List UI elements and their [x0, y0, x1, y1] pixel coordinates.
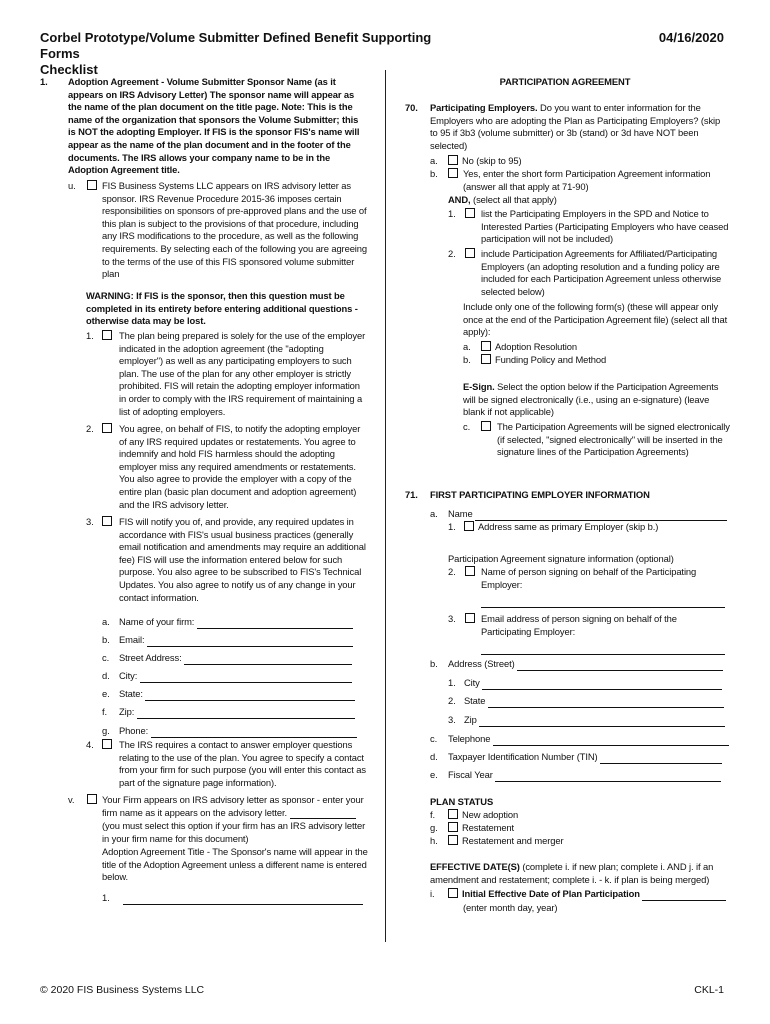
plan-status-f: f. New adoption	[430, 809, 519, 820]
zip-input[interactable]	[137, 708, 355, 719]
opt1-text: The plan being prepared is solely for the use of the employer indicated in the adoption agreement (the "adopting employer") as well as any participating employers to such plan. The use of the plan for any other employer is strictly prohibited. FIS will retain the adopting employer information in order to comply with the IRS requirement of maintaining a list of adopting employers.	[119, 330, 366, 417]
esign-option-c-text: The Participation Agreements will be signed electronically (if selected, "signed electronically" will be inserted in the signature lines of the Participation Agreements)	[497, 421, 730, 458]
telephone-input[interactable]	[493, 735, 729, 746]
q70-number: 70.	[405, 102, 418, 113]
include-forms-text: Include only one of the following form(s) (these will appear only once at the end of the Participation Agreement file) (select all that apply):	[463, 301, 728, 338]
q70-option-a: a. No (skip to 95)	[430, 155, 522, 166]
option-v-checkbox[interactable]	[87, 794, 97, 804]
q71-address-same-checkbox[interactable]	[464, 521, 474, 531]
state-field: e. State:	[102, 688, 355, 701]
q71-2-text: Name of person signing on behalf of the Participating Employer:	[481, 566, 697, 590]
option-v-note: (you must select this option if your firm has an IRS advisory letter in your firm name for this document)	[102, 820, 366, 844]
esign-text: E-Sign. Select the option below if the Participation Agreements will be signed electronically (i.e., using an e-signature) (leave blank if not applicable)	[463, 381, 719, 418]
q71-2-number: 2.	[448, 566, 456, 577]
title-override-field: 1.	[102, 892, 363, 905]
q71-2-checkbox[interactable]	[465, 566, 475, 576]
telephone-field: c. Telephone	[430, 733, 729, 746]
effective-dates-text: EFFECTIVE DATE(S) (complete i. if new plan; complete i. AND j. if an amendment and restatement; complete i. - k. if plan is being merged)	[430, 861, 714, 885]
q70-text: Participating Employers. Do you want to enter information for the Employers who are adopting the Plan as Participating Employers? (skip to 95 if 3b3 (volume submitter) or 3b (stand) or 3d have NOT been selected)	[430, 102, 721, 151]
section-title: PARTICIPATION AGREEMENT	[499, 76, 631, 87]
plan-status-g: g. Restatement	[430, 822, 515, 833]
state-row: 2. State	[448, 695, 724, 708]
q71-3-text: Email address of person signing on behalf of the Participating Employer:	[481, 613, 677, 637]
employer-state-input[interactable]	[488, 697, 724, 708]
q71-3-input[interactable]	[481, 644, 725, 655]
fiscal-year-input[interactable]	[495, 771, 721, 782]
document-date: 04/16/2020	[658, 30, 724, 45]
option-v-letter: v.	[68, 794, 75, 805]
firm-name-field: a. Name of your firm:	[102, 616, 353, 629]
city-field: d. City:	[102, 670, 352, 683]
title-line-1: Corbel Prototype/Volume Submitter Defined Benefit Supporting Forms	[40, 30, 432, 61]
include-option-b-checkbox[interactable]	[481, 354, 491, 364]
title-override-input[interactable]	[123, 894, 363, 905]
new-adoption-checkbox[interactable]	[448, 809, 458, 819]
phone-input[interactable]	[151, 727, 357, 738]
q71-name-field: a. Name	[430, 508, 727, 521]
restatement-merger-checkbox[interactable]	[448, 835, 458, 845]
q70-sub1-number: 1.	[448, 208, 456, 219]
employer-city-input[interactable]	[482, 679, 722, 690]
street-address-input[interactable]	[184, 654, 352, 665]
option-u-text: FIS Business Systems LLC appears on IRS advisory letter as sponsor. IRS Revenue Procedure 2015-36 imposes certain responsibilities on sponsors of pre-approved plans and the use of this plan is subject to the provisions of that procedure, including any IRS modifications to the procedure, as well as the following requirements. By selecting each of the following you are agreeing to the terms of the use of this FIS sponsored volume submitter plan	[102, 180, 368, 280]
opt3-checkbox[interactable]	[102, 516, 112, 526]
opt1-checkbox[interactable]	[102, 330, 112, 340]
employer-zip-input[interactable]	[479, 716, 725, 727]
q70-option-a-checkbox[interactable]	[448, 155, 458, 165]
effective-date-i: i. Initial Effective Date of Plan Participation	[430, 888, 726, 901]
address-street-field: b. Address (Street)	[430, 658, 723, 671]
option-u-letter: u.	[68, 180, 76, 191]
option-v-text: Your Firm appears on IRS advisory letter as sponsor - enter your firm name as it appears on the advisory letter.	[102, 794, 364, 818]
city-row: 1. City	[448, 677, 722, 690]
q70-sub1-checkbox[interactable]	[465, 208, 475, 218]
opt2-checkbox[interactable]	[102, 423, 112, 433]
email-field: b. Email:	[102, 634, 353, 647]
option-v-title-note: Adoption Agreement Title - The Sponsor's name will appear in the title of the Adoption Agreement unless a different name is entered below.	[102, 846, 368, 883]
q71-name-input[interactable]	[475, 510, 727, 521]
q70-option-b-checkbox[interactable]	[448, 168, 458, 178]
q71-address-same: 1. Address same as primary Employer (skip b.)	[448, 521, 659, 532]
tin-input[interactable]	[600, 753, 722, 764]
address-street-input[interactable]	[517, 660, 723, 671]
document-title	[40, 30, 460, 78]
zip-row: 3. Zip	[448, 714, 725, 727]
opt3-number: 3.	[86, 516, 94, 527]
q70-sub1-text: list the Participating Employers in the SPD and Notice to Interested Parties (Participating Employers who have ceased participation will not be included)	[481, 208, 729, 245]
email-input[interactable]	[147, 636, 353, 647]
include-option-a-checkbox[interactable]	[481, 341, 491, 351]
q70-sub2-number: 2.	[448, 248, 456, 259]
city-input[interactable]	[140, 672, 352, 683]
phone-field: g. Phone:	[102, 725, 357, 738]
zip-field: f. Zip:	[102, 706, 355, 719]
q71-3-number: 3.	[448, 613, 456, 624]
plan-status-heading: PLAN STATUS	[430, 796, 494, 807]
q71-number: 71.	[405, 489, 418, 500]
plan-status-h: h. Restatement and merger	[430, 835, 564, 846]
restatement-checkbox[interactable]	[448, 822, 458, 832]
and-select-note: AND, (select all that apply)	[448, 194, 557, 205]
column-divider	[385, 70, 386, 942]
opt3-text: FIS will notify you of, and provide, any required updates in accordance with FIS's usual business practices (generally email notification and amendments may require an additional fee) FIS will use the information entered below for such purpose. You also agree to be subscribed to FIS's Technical Updates. You also agree to notify us of any change in your contact information.	[119, 516, 366, 603]
copyright-footer: © 2020 FIS Business Systems LLC	[40, 984, 205, 996]
firm-advisory-name-input[interactable]	[290, 808, 356, 819]
q71-heading: FIRST PARTICIPATING EMPLOYER INFORMATION	[430, 489, 650, 500]
option-u-checkbox[interactable]	[87, 180, 97, 190]
firm-name-input[interactable]	[197, 618, 353, 629]
signature-info-label: Participation Agreement signature information (optional)	[448, 553, 674, 564]
q70-option-b-letter: b.	[430, 168, 438, 179]
opt4-number: 4.	[86, 739, 94, 750]
initial-effective-date-input[interactable]	[642, 890, 726, 901]
q70-sub2-checkbox[interactable]	[465, 248, 475, 258]
q71-2-input[interactable]	[481, 597, 725, 608]
q70-option-b-text: Yes, enter the short form Participation Agreement information (answer all that apply at 71-90)	[463, 168, 711, 192]
fiscal-year-field: e. Fiscal Year	[430, 769, 721, 782]
tin-field: d. Taxpayer Identification Number (TIN)	[430, 751, 722, 764]
q71-3-checkbox[interactable]	[465, 613, 475, 623]
opt2-number: 2.	[86, 423, 94, 434]
street-address-field: c. Street Address:	[102, 652, 352, 665]
page-number: CKL-1	[694, 984, 724, 996]
opt4-checkbox[interactable]	[102, 739, 112, 749]
include-option-a: a. Adoption Resolution	[463, 341, 578, 352]
include-option-b: b. Funding Policy and Method	[463, 354, 607, 365]
initial-effective-date-checkbox[interactable]	[448, 888, 458, 898]
q70-sub2-text: include Participation Agreements for Affiliated/Participating Employers (an adopting resolution and a funding policy are included for each Participation Agreement unless otherwise selected below)	[481, 248, 722, 297]
opt2-text: You agree, on behalf of FIS, to notify the adopting employer of any IRS required updates or restatements. You agree to indemnify and hold FIS harmless should the adopting employer miss any required amendments or restatements. You also agree to provide the employer with a copy of the entire plan (basic plan document and adoption agreement) and the IRS advisory letter.	[119, 423, 361, 510]
item-1-heading: Adoption Agreement - Volume Submitter Sponsor Name (as it appears on IRS Advisory Letter) The sponsor name will appear as the name of the plan document on the title page. Note: This is the name of the organization that sponsors the Volume Submitter; this is NOT the adopting Employer. If FIS is the sponsor FIS's name will appear as the name of the plan document and in the footer of the documents. The IRS allows your company name to be in the Adoption Agreement title.	[68, 76, 360, 176]
state-input[interactable]	[145, 690, 355, 701]
esign-option-c-letter: c.	[463, 421, 471, 432]
item-1-number: 1.	[40, 76, 48, 87]
title-line-2: Checklist	[40, 62, 98, 77]
opt1-number: 1.	[86, 330, 94, 341]
opt4-text: The IRS requires a contact to answer employer questions relating to the use of the plan. You agree to specify a contact from your firm for such purpose (you will enter this contact as part of the signature page information).	[119, 739, 366, 788]
warning-text: WARNING: If FIS is the sponsor, then this question must be completed in its entirety before entering additional questions - otherwise data may be lost.	[86, 290, 358, 327]
effective-date-note: (enter month day, year)	[463, 902, 558, 913]
esign-option-c-checkbox[interactable]	[481, 421, 491, 431]
